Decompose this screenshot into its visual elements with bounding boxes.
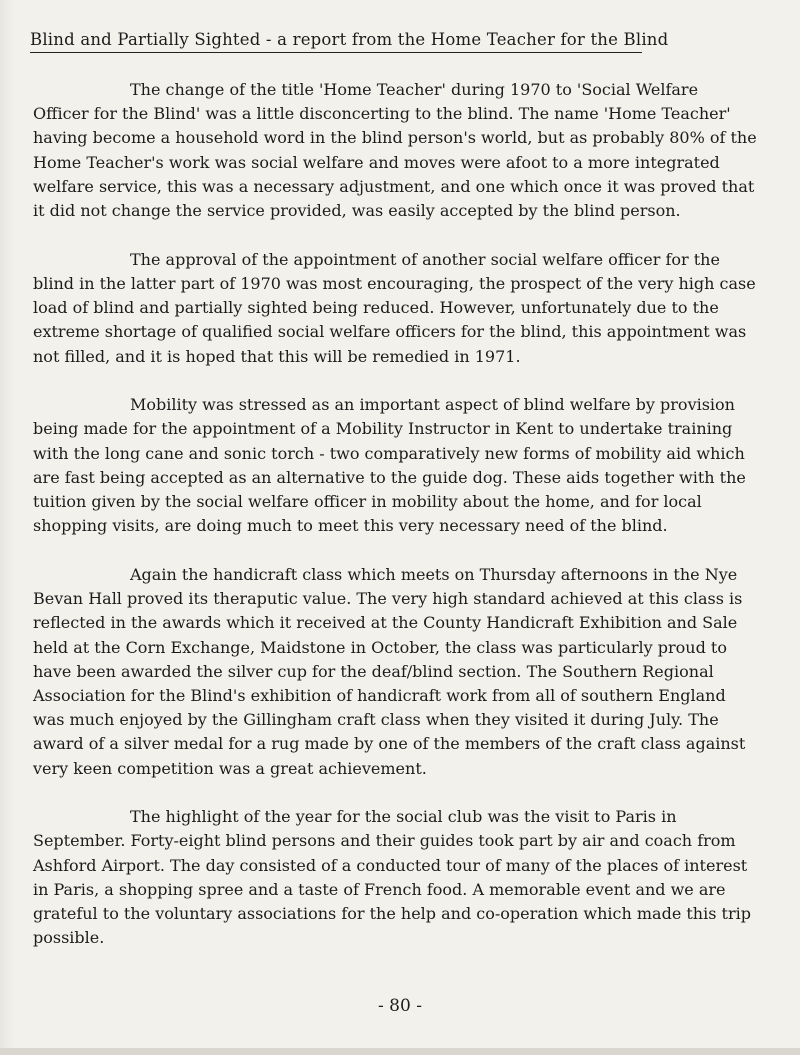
report-body: [33, 78, 758, 975]
paragraph-handicraft: Again the handicraft class which meets on Thursday afternoons in the Nye Bevan Hall proved its theraputic value. The very high standard achieved at this class is reflected in the awards which it received at the County Handicraft Exhibition and Sale held at the Corn Exchange, Maidstone in October, the class was particularly proud to have been awarded the silver cup for the deaf/blind section. The Southern Regional Association for the Blind's exhibition of handicraft work from all of southern England was much enjoyed by the Gillingham craft class when they visited it during July. The award of a silver medal for a rug made by one of the members of the craft class against very keen competition was a great achievement.: [33, 564, 746, 778]
heading-underline: [30, 52, 642, 53]
page-bottom-edge: [0, 1048, 800, 1055]
paragraph-appointment: The approval of the appointment of another social welfare officer for the blind in the latter part of 1970 was most encouraging, the prospect of the very high case load of blind and partially sighted being reduced. However, unfortunately due to the extreme shortage of qualified social welfare officers for the blind, this appointment was not filled, and it is hoped that this will be remedied in 1971.: [33, 249, 756, 366]
page-heading: Blind and Partially Sighted - a report from the Home Teacher for the Blind: [30, 30, 669, 49]
paragraph-paris-visit: The highlight of the year for the social club was the visit to Paris in September. Forty-eight blind persons and their guides took part by air and coach from Ashford Airport. The day consisted of a conducted tour of many of the places of interest in Paris, a shopping spree and a taste of French food. A memorable event and we are grateful to the voluntary associations for the help and co-operation which made this trip possible.: [33, 807, 751, 948]
page-number: - 80 -: [378, 996, 422, 1016]
paragraph-mobility: Mobility was stressed as an important aspect of blind welfare by provision being made for the appointment of a Mobility Instructor in Kent to undertake training with the long cane and sonic torch - two comparatively new forms of mobility aid which are fast being accepted as an alternative to the guide dog. These aids together with the tuition given by the social welfare officer in mobility about the home, and for local shopping visits, are doing much to meet this very necessary need of the blind.: [33, 395, 746, 536]
paragraph-title-change: The change of the title 'Home Teacher' during 1970 to 'Social Welfare Officer for the Blind' was a little disconcerting to the blind. The name 'Home Teacher' having become a household word in the blind person's world, but as probably 80% of the Home Teacher's work was social welfare and moves were afoot to a more integrated welfare service, this was a necessary adjustment, and one which once it was proved that it did not change the service provided, was easily accepted by the blind person.: [33, 80, 757, 221]
